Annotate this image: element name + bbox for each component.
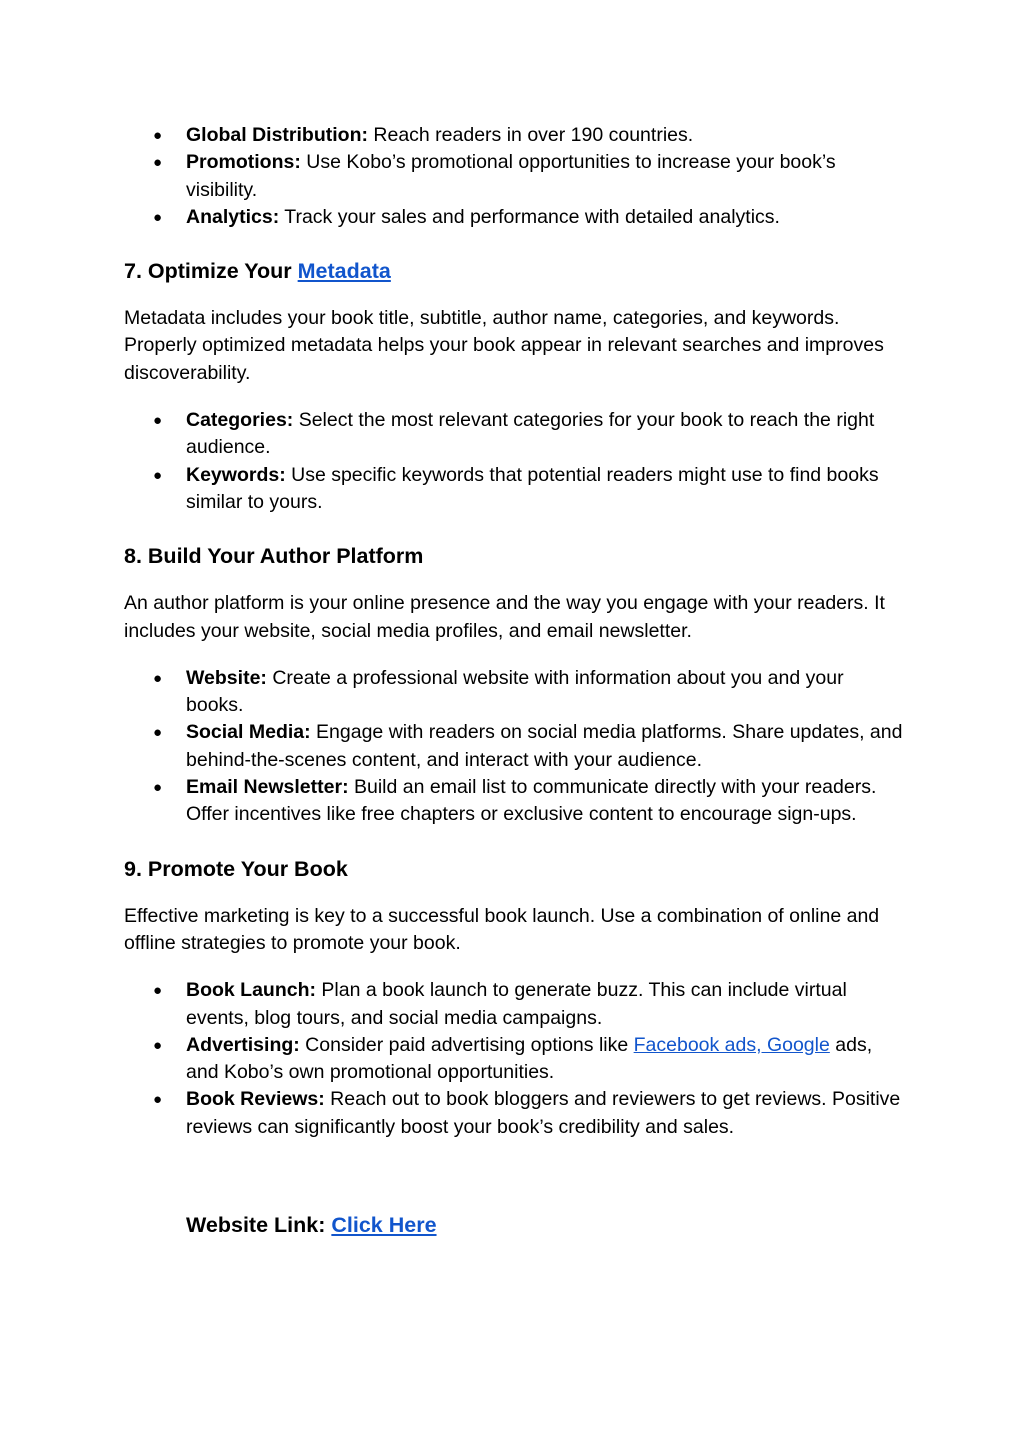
list-item-term: Website:: [186, 666, 267, 689]
metadata-list: [124, 407, 904, 516]
bullet-icon: ●: [153, 724, 163, 742]
list-item-term: Categories:: [186, 409, 294, 432]
list-item-desc: Select the most relevant categories for your book to reach the right audience.: [186, 409, 875, 459]
list-item: [153, 977, 904, 1032]
list-item: [153, 149, 904, 204]
list-item-desc: Consider paid advertising options like: [299, 1033, 634, 1056]
list-item-desc-continued: ads, and Kobo’s own promotional opportunities.: [186, 1033, 873, 1084]
list-item-desc: Use Kobo’s promotional opportunities to increase your book’s visibility.: [186, 151, 836, 201]
section-7-heading: [124, 257, 904, 285]
list-item: [153, 1032, 904, 1087]
list-item-desc: Use specific keywords that potential readers might use to find books similar to yours.: [186, 463, 879, 513]
section-9-paragraph: Effective marketing is key to a successful book launch. Use a combination of online and offline strategies to promote your book.: [124, 904, 880, 954]
website-link-line: [186, 1211, 904, 1239]
list-item: [153, 204, 904, 231]
list-item-term: Promotions:: [186, 151, 301, 174]
list-item-desc: Engage with readers on social media platforms. Share updates, and behind-the-scenes content, and interact with your audience.: [186, 721, 903, 771]
list-item-desc: Plan a book launch to generate buzz. This can include virtual events, blog tours, and social media campaigns.: [186, 979, 847, 1029]
section-8-heading: 8. Build Your Author Platform: [124, 544, 424, 569]
list-item: [153, 1086, 904, 1141]
facebook-google-ads-link[interactable]: Facebook ads, Google: [633, 1033, 830, 1056]
list-item: [153, 122, 904, 149]
list-item: [153, 719, 904, 774]
bullet-icon: ●: [153, 1036, 163, 1054]
bullet-icon: ●: [153, 779, 163, 797]
list-item-desc: Create a professional website with information about you and your books.: [186, 666, 844, 717]
distribution-feature-list: [124, 122, 904, 231]
section-9-heading: 9. Promote Your Book: [124, 856, 348, 881]
list-item-desc: Track your sales and performance with detailed analytics.: [279, 205, 780, 228]
list-item-term: Analytics:: [186, 205, 280, 228]
list-item-term: Social Media:: [186, 721, 311, 744]
list-item: [153, 665, 904, 720]
list-item-term: Keywords:: [186, 463, 286, 486]
section-8-paragraph: An author platform is your online presence and the way you engage with your readers. It includes your website, social media profiles, and email newsletter.: [124, 592, 885, 642]
metadata-link[interactable]: Metadata: [297, 259, 391, 284]
list-item-term: Book Launch:: [186, 979, 316, 1002]
bullet-icon: ●: [153, 669, 163, 687]
list-item-term: Global Distribution:: [186, 124, 368, 146]
section-7-paragraph: Metadata includes your book title, subtitle, author name, categories, and keywords. Properly optimized metadata helps your book appear in relevant searches and improves discoverability.: [124, 307, 884, 384]
bullet-icon: ●: [153, 154, 163, 172]
promotion-list: [124, 977, 904, 1141]
list-item-desc: Reach readers in over 190 countries.: [367, 124, 694, 146]
list-item-term: Book Reviews:: [186, 1088, 325, 1111]
list-item-term: Advertising:: [186, 1033, 300, 1056]
bullet-icon: ●: [153, 208, 163, 226]
bullet-icon: ●: [153, 982, 163, 1000]
list-item-term: Email Newsletter:: [186, 776, 349, 799]
list-item: [153, 462, 904, 517]
list-item-desc: Build an email list to communicate directly with your readers. Offer incentives like free chapters or exclusive content to encourage sign-ups.: [186, 776, 877, 826]
author-platform-list: [124, 665, 904, 829]
click-here-link[interactable]: Click Here: [331, 1213, 437, 1238]
list-item-desc: Reach out to book bloggers and reviewers to get reviews. Positive reviews can significantly boost your book’s credibility and sales.: [186, 1088, 901, 1138]
bullet-icon: ●: [153, 127, 163, 144]
list-item: [153, 407, 904, 462]
bullet-icon: ●: [153, 412, 163, 430]
section-7-heading-text: 7. Optimize Your: [124, 259, 298, 284]
bullet-icon: ●: [153, 466, 163, 484]
website-link-label: Website Link:: [186, 1213, 332, 1238]
bullet-icon: ●: [153, 1091, 163, 1109]
list-item: [153, 774, 904, 829]
